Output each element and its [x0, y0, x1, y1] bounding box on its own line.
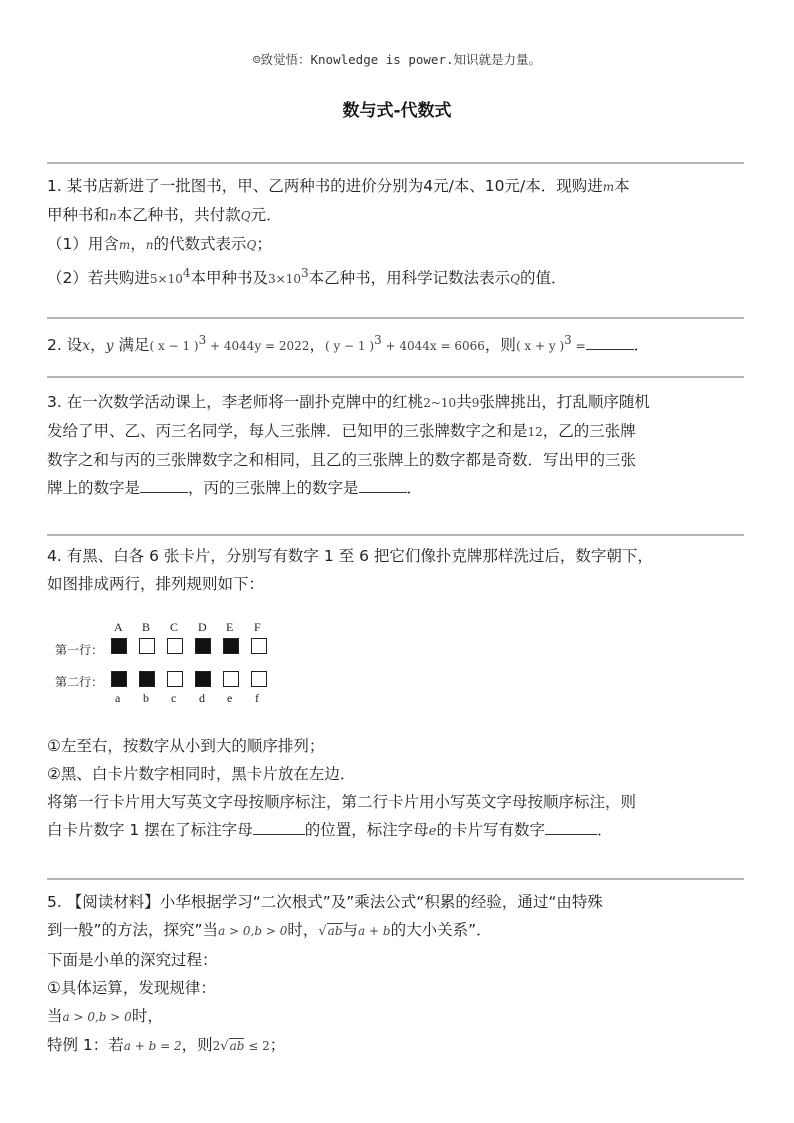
card-label-upper: C [170, 620, 179, 634]
question-4-rules: ①左至右，按数字从小到大的顺序排列； ②黑、白卡片数字相同时，黑卡片放在左边． 将第一行卡片用大写英文字母按顺序标注，第二行卡片用小写英文字母按顺序标注，则 白卡片数字 1 摆在了标注字母 的位置，标注字母e的卡片写有数字 ． [47, 737, 637, 839]
divider [47, 317, 744, 319]
card-label-lower: a [115, 691, 121, 705]
answer-blank[interactable] [253, 820, 305, 835]
card-row2-a [111, 671, 127, 687]
card-label-upper: E [226, 620, 234, 634]
card-figure [55, 620, 295, 710]
row-1-label: 第一行： [55, 643, 104, 657]
card-label-upper: A [114, 620, 123, 634]
q1-part-2: （2）若共购进$5\times 10^4$本甲种书及$3\times 10^3$本乙种书，用科学记数法表示Q的值． [47, 266, 567, 288]
card-row1-B [139, 638, 155, 654]
answer-blank[interactable] [359, 478, 407, 493]
card-row2-f [251, 671, 267, 687]
card-row2-b [139, 671, 155, 687]
row-2-label: 第二行： [55, 675, 104, 689]
card-row1-E [223, 638, 239, 654]
answer-blank[interactable] [545, 820, 597, 835]
card-row1-F [251, 638, 267, 654]
question-5: 5. 【阅读材料】小华根据学习“二次根式”及”乘法公式“积累的经验，通过“由特殊 到一般”的方法，探究”当a > 0,b > 0时，√ab与a + b的大小关系”． 下面是小单的深究过程： ①具体运算，发现规律： 当a > 0,b > 0时， 特例 1：若a + b = 2，则2√ab ≤ 2； [47, 893, 603, 1054]
card-row1-C [167, 638, 183, 654]
sqrt-ab: ab [327, 924, 343, 938]
q1-line-2: 甲种书和n本乙种书，共付款Q元． [47, 206, 282, 224]
page-header: ☺致觉悟：Knowledge is power.知识就是力量。 [252, 52, 541, 67]
card-row1-A [111, 638, 127, 654]
q1-part-1: （1）用含m，n的代数式表示Q； [47, 235, 272, 253]
card-label-lower: d [199, 691, 205, 705]
card-row2-c [167, 671, 183, 687]
card-row1-D [195, 638, 211, 654]
answer-blank[interactable] [140, 478, 188, 493]
question-1 [47, 172, 747, 293]
card-label-lower: c [171, 691, 177, 705]
divider [47, 376, 744, 378]
question-4-intro: 4. 有黑、白各 6 张卡片，分别写有数字 1 至 6 把它们像扑克牌那样洗过后，数字朝下， 如图排成两行，排列规则如下： [47, 547, 653, 593]
page-title: 数与式-代数式 [342, 101, 452, 121]
question-2: 2. 设x，y 满足( x − 1 )$^3$ + 4044y = 2022，( y − 1 )$^3$ + 4044x = 6066，则( x + y )$^3$ = ． [47, 333, 650, 355]
card-label-lower: b [143, 691, 149, 705]
divider [47, 162, 744, 164]
card-label-upper: D [198, 620, 207, 634]
card-label-lower: f [255, 691, 259, 705]
card-row2-d [195, 671, 211, 687]
divider [47, 878, 744, 880]
card-row2-e [223, 671, 239, 687]
card-label-lower: e [227, 691, 233, 705]
q1-line-1: 1. 某书店新进了一批图书，甲、乙两种书的进价分别为4元/本、10元/本．现购进m本 [47, 177, 630, 195]
answer-blank[interactable] [586, 335, 634, 350]
card-label-upper: F [254, 620, 261, 634]
question-3: 3. 在一次数学活动课上，李老师将一副扑克牌中的红桃2~10共9张牌挑出，打乱顺序随机 发给了甲、乙、丙三名同学，每人三张牌．已知甲的三张牌数字之和是12，乙的三张牌 数字之和与丙的三张牌数字之和相同，且乙的三张牌上的数字都是奇数．写出甲的三张 牌上的数字是 ，丙的三张牌上的数字是 ． [47, 393, 650, 497]
divider [47, 534, 744, 536]
card-label-upper: B [142, 620, 151, 634]
